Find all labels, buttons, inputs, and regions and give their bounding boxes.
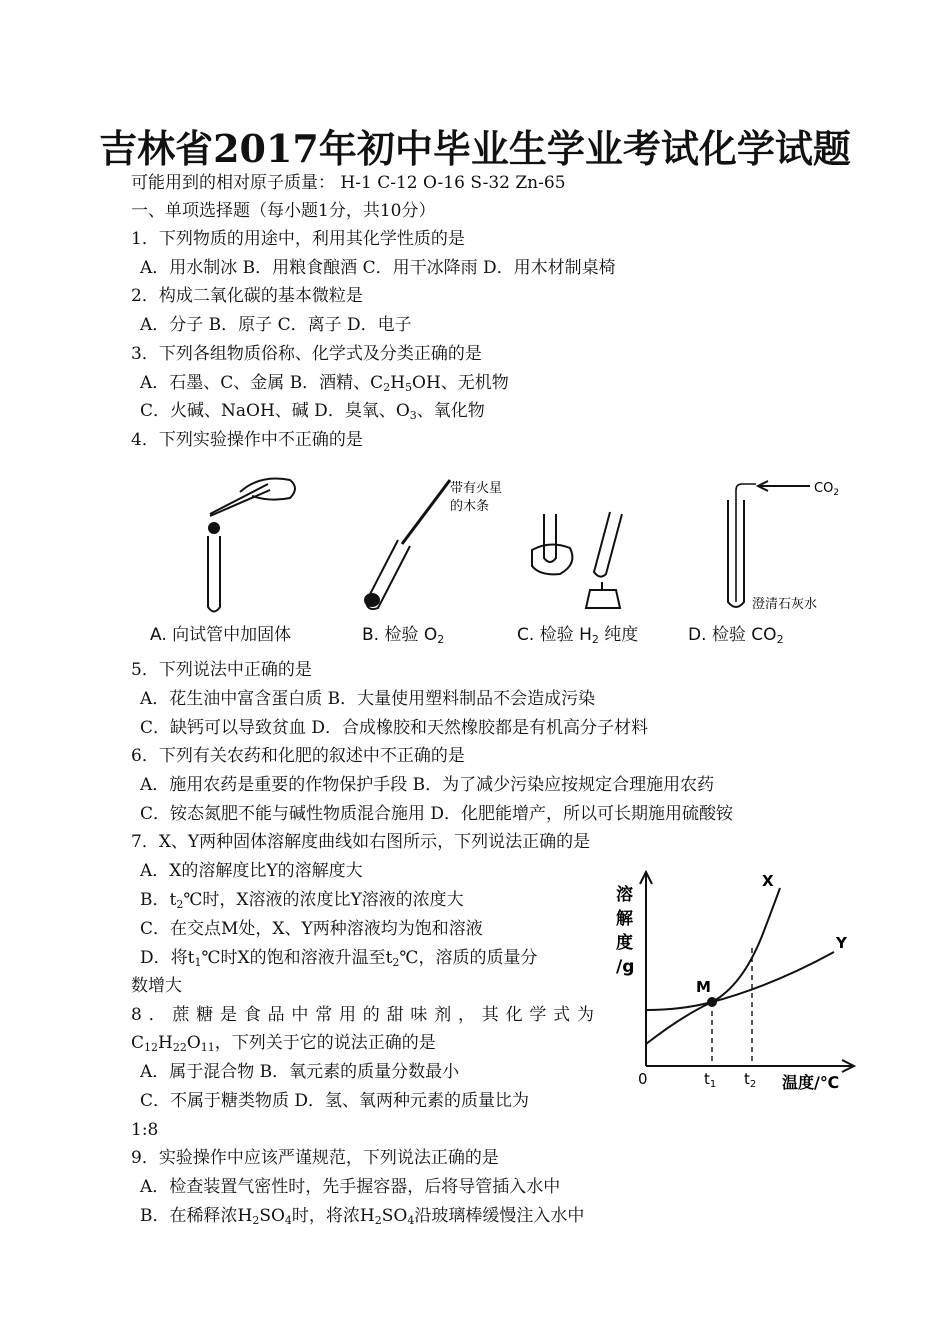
- tick-t1: $t_1$: [704, 1070, 717, 1090]
- q4-stem: 4．下列实验操作中不正确的是: [131, 430, 363, 450]
- page-title: 吉林省2017年初中毕业生学业考试化学试题: [99, 126, 851, 171]
- q8-stem-char: 蔗: [172, 1005, 190, 1025]
- q8-stem-char: 甜: [386, 1005, 404, 1025]
- point-m: [707, 997, 717, 1007]
- y-label-1: 溶: [616, 885, 633, 905]
- q8-stem-char: 是: [220, 1005, 238, 1025]
- q8-stem-char: 糖: [196, 1005, 214, 1025]
- q5-stem: 5．下列说法中正确的是: [131, 660, 312, 680]
- q8-stem-char: 味: [410, 1005, 428, 1025]
- curve-x: [646, 888, 780, 1044]
- series-x-label: X: [762, 872, 774, 890]
- q8-stem-char: 用: [339, 1005, 356, 1025]
- y-label-2: 解: [616, 909, 633, 929]
- q8-stem-char: 食: [243, 1005, 261, 1025]
- q2-options: A．分子 B．原子 C．离子 D．电子: [140, 315, 412, 335]
- tweezers: [210, 484, 270, 516]
- curve-y: [646, 952, 834, 1010]
- q8-stem-char: 品: [267, 1005, 285, 1025]
- q8-stem-char: ．: [148, 1005, 166, 1025]
- q1-stem: 1．下列物质的用途中，利用其化学性质的是: [131, 229, 465, 249]
- alcohol-lamp: [586, 590, 620, 608]
- q7-option-b: B．$t_2℃$时，X溶液的浓度比Y溶液的浓度大: [140, 890, 464, 911]
- y-label-4: /g: [616, 957, 635, 977]
- q6-stem: 6．下列有关农药和化肥的叙述中不正确的是: [131, 746, 465, 766]
- q3-options-ab: A．石墨、C、金属 B．酒精、$C_2H_5OH$、无机物: [140, 373, 509, 394]
- tick-t2: $t_2$: [744, 1070, 757, 1090]
- tube-c1: [544, 514, 556, 562]
- origin-label: 0: [638, 1070, 648, 1088]
- q1-options: A．用水制冰 B．用粮食酿酒 C．用干冰降雨 D．用木材制桌椅: [140, 258, 616, 278]
- q8-options-cd-cont: 1:8: [131, 1120, 159, 1140]
- q9-option-b: B．在稀释浓$H_2SO_4$时，将浓$H_2SO_4$沿玻璃棒缓慢注入水中: [140, 1206, 585, 1227]
- q5-options-cd: C．缺钙可以导致贫血 D．合成橡胶和天然橡胶都是有机高分子材料: [140, 718, 649, 738]
- q8-stem-char: 剂: [434, 1005, 452, 1025]
- q8-stem-char: 常: [315, 1005, 333, 1025]
- atomic-mass-line: 可能用到的相对原子质量： H-1 C-12 O-16 S-32 Zn-65: [131, 173, 566, 193]
- label-co2: $CO_2$: [814, 481, 840, 498]
- q5-options-ab: A．花生油中富含蛋白质 B．大量使用塑料制品不会造成污染: [140, 689, 596, 709]
- q8-formula-line: $C_{12}H_{22}O_{11}$，下列关于它的说法正确的是: [131, 1033, 436, 1054]
- series-y-label: Y: [836, 934, 847, 952]
- q8-stem-char: ，: [457, 1005, 475, 1025]
- inlet-tube: [736, 484, 756, 602]
- q8-stem-char: 中: [291, 1005, 309, 1025]
- q8-stem-char: 为: [576, 1005, 594, 1025]
- caption-a: A. 向试管中加固体: [150, 625, 292, 645]
- q8-options-cd: C．不属于糖类物质 D．氢、氧两种元素的质量比为: [140, 1091, 530, 1111]
- q8-stem-char: 的: [362, 1005, 380, 1025]
- q7-option-d: D．将$t_1℃$时X的饱和溶液升温至$t_2℃$，溶质的质量分: [140, 948, 538, 969]
- q4-figure: [140, 462, 860, 622]
- hand-c: [532, 544, 572, 574]
- q7-option-a: A．X的溶解度比Y的溶解度大: [140, 861, 363, 881]
- q8-options-ab: A．属于混合物 B．氧元素的质量分数最小: [140, 1062, 460, 1082]
- section-heading: 一、单项选择题（每小题1分，共10分）: [131, 201, 436, 221]
- q6-options-ab: A．施用农药是重要的作物保护手段 B．为了减少污染应按规定合理施用农药: [140, 775, 715, 795]
- x-axis-label: 温度/℃: [782, 1073, 840, 1092]
- q7-stem: 7．X、Y两种固体溶解度曲线如右图所示，下列说法正确的是: [131, 832, 591, 852]
- q9-option-a: A．检查装置气密性时，先手握容器，后将导管插入水中: [140, 1177, 561, 1197]
- q9-stem: 9．实验操作中应该严谨规范，下列说法正确的是: [131, 1148, 499, 1168]
- label-limewater: 澄清石灰水: [752, 597, 818, 612]
- q7-option-c: C．在交点M处，X、Y两种溶液均为饱和溶液: [140, 919, 483, 939]
- hand-a: [240, 479, 295, 500]
- label-glowing-splint-2: 的木条: [450, 499, 490, 514]
- q8-stem-char: 化: [505, 1005, 523, 1025]
- solubility-chart: [612, 866, 862, 1096]
- q8-stem-char: 学: [529, 1005, 547, 1025]
- q8-stem-char: 式: [553, 1005, 571, 1025]
- q6-options-cd: C．铵态氮肥不能与碱性物质混合施用 D．化肥能增产，所以可长期施用硫酸铵: [140, 804, 734, 824]
- arrow-co2: [758, 481, 810, 491]
- label-glowing-splint: 带有火星: [450, 481, 503, 496]
- caption-b: B. 检验 $O_2$: [362, 625, 445, 646]
- q3-options-cd: C．火碱、NaOH、碱 D．臭氧、$O_3$、氧化物: [140, 401, 485, 422]
- point-m-label: M: [696, 978, 711, 996]
- q2-stem: 2．构成二氧化碳的基本微粒是: [131, 286, 363, 306]
- caption-c: C. 检验 $H_2$ 纯度: [517, 625, 639, 646]
- q8-stem-1: [131, 1002, 594, 1028]
- q8-stem-char: 8: [131, 1005, 142, 1025]
- q7-option-d-cont: 数增大: [131, 976, 182, 996]
- q3-stem: 3．下列各组物质俗称、化学式及分类正确的是: [131, 344, 482, 364]
- y-label-3: 度: [616, 933, 633, 953]
- tube-a: [208, 536, 220, 612]
- tube-c2: [594, 512, 622, 577]
- caption-d: D. 检验 $CO_2$: [688, 625, 784, 646]
- q8-stem-char: 其: [481, 1005, 499, 1025]
- solid-granule: [209, 523, 219, 533]
- glowing-splint: [402, 480, 450, 544]
